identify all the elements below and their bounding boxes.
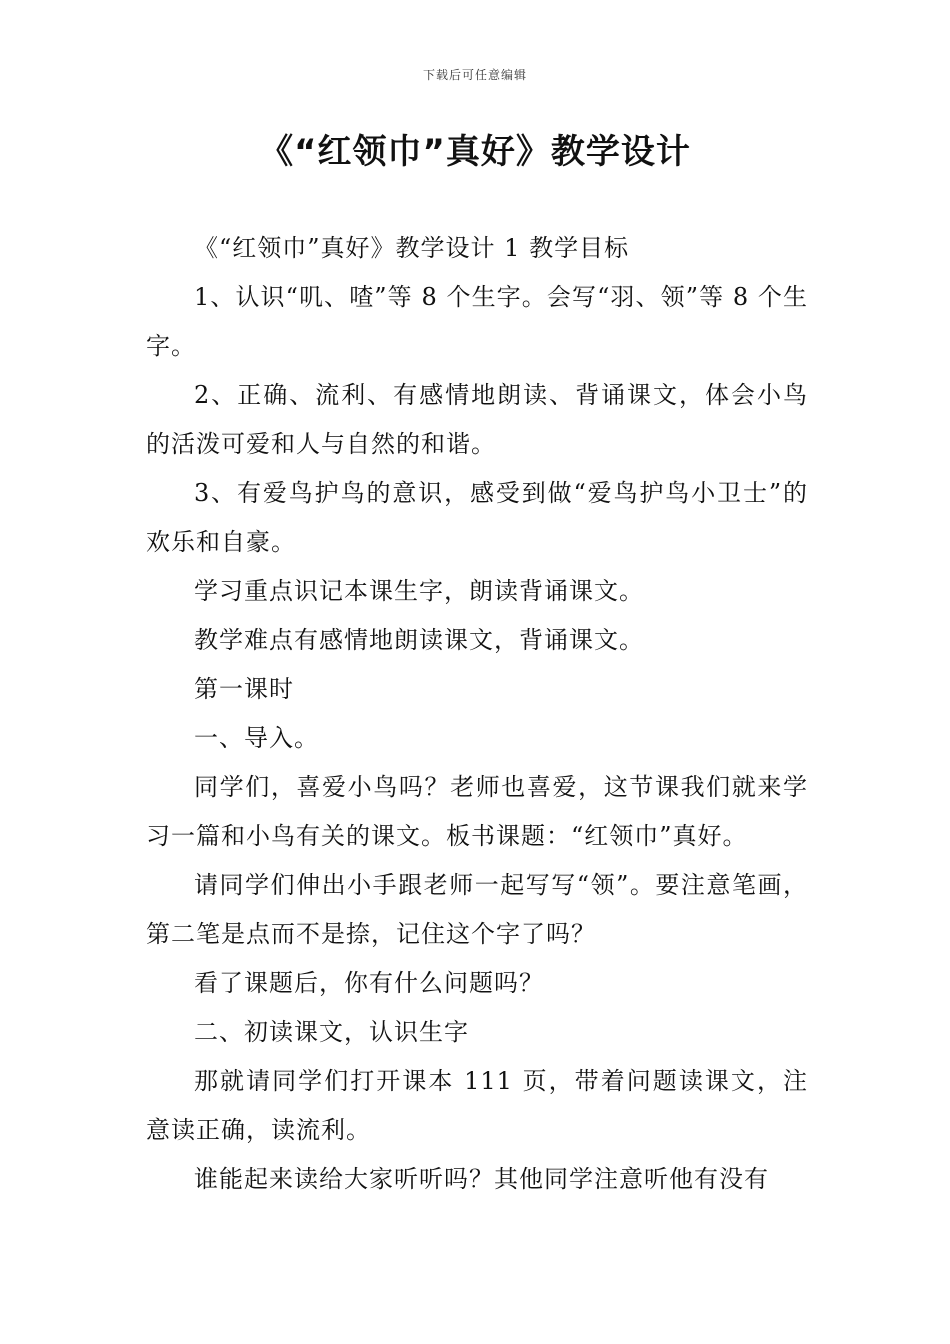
header-note: 下载后可任意编辑 xyxy=(422,68,527,82)
paragraph-section-intro: 一、导入。 xyxy=(194,724,319,752)
paragraph-writing-practice: 请同学们伸出小手跟老师一起写写“领”。要注意笔画，第二笔是点而不是捺，记住这个字了吗？ xyxy=(146,871,808,948)
paragraph-lesson-one: 第一课时 xyxy=(194,675,294,703)
document-body xyxy=(146,224,808,1204)
paragraph-open-textbook: 那就请同学们打开课本 111 页，带着问题读课文，注意读正确，读流利。 xyxy=(146,1067,808,1144)
paragraph-objective-1: 1、认识“叽、喳”等 8 个生字。会写“羽、领”等 8 个生字。 xyxy=(146,283,808,360)
paragraph-question: 看了课题后，你有什么问题吗？ xyxy=(194,969,544,997)
paragraph-intro-text: 同学们，喜爱小鸟吗？老师也喜爱，这节课我们就来学习一篇和小鸟有关的课文。板书课题：“红领巾”真好。 xyxy=(146,773,808,850)
paragraph-objective-2: 2、正确、流利、有感情地朗读、背诵课文，体会小鸟的活泼可爱和人与自然的和谐。 xyxy=(146,381,808,458)
paragraph-read-aloud: 谁能起来读给大家听听吗？其他同学注意听他有没有 xyxy=(194,1165,769,1193)
document-title: 《“红领巾”真好》教学设计 xyxy=(259,132,691,172)
paragraph-objective-3: 3、有爱鸟护鸟的意识，感受到做“爱鸟护鸟小卫士”的欢乐和自豪。 xyxy=(146,479,808,556)
paragraph-section-first-reading: 二、初读课文，认识生字 xyxy=(194,1018,469,1046)
paragraph-objectives-heading: 《“红领巾”真好》教学设计 1 教学目标 xyxy=(194,234,630,262)
paragraph-key-points: 学习重点识记本课生字，朗读背诵课文。 xyxy=(194,577,644,605)
paragraph-difficulties: 教学难点有感情地朗读课文，背诵课文。 xyxy=(194,626,644,654)
